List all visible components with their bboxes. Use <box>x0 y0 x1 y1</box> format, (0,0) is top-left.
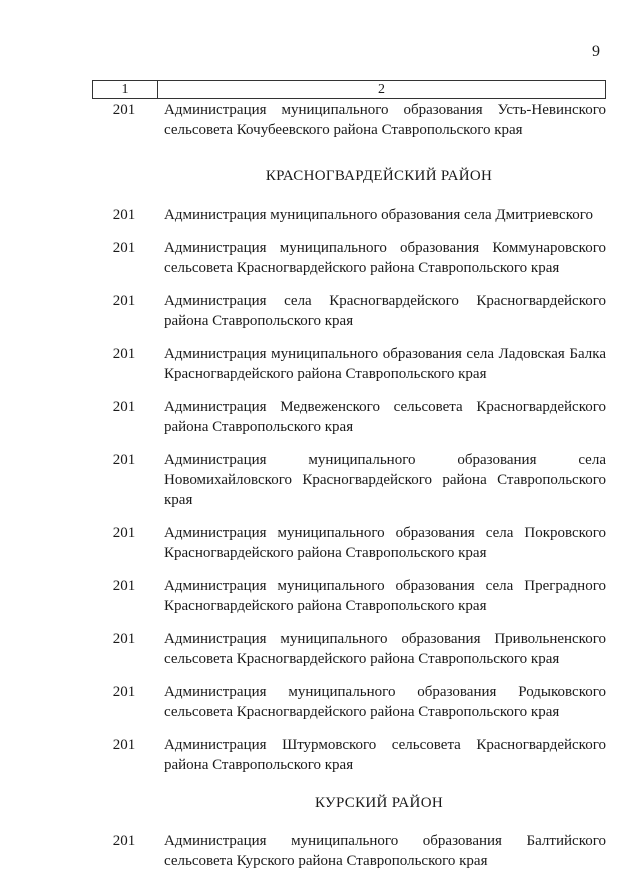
row-text: Администрация муниципального образования Балтийского сельсовета Курского района Ставропольского края <box>164 833 606 869</box>
table-row <box>92 831 606 871</box>
page-number: 9 <box>592 43 600 60</box>
row-text: Администрация Штурмовского сельсовета Красногвардейского района Ставропольского края <box>164 737 606 773</box>
table-row <box>92 397 606 437</box>
row-code: 201 <box>112 833 136 849</box>
table-row <box>92 205 606 225</box>
row-text: Администрация муниципального образования села Преградного Красногвардейского района Ставропольского края <box>164 578 606 614</box>
row-code: 201 <box>112 578 136 594</box>
row-code: 201 <box>112 293 136 309</box>
table-row <box>92 450 606 510</box>
table-row <box>92 735 606 775</box>
row-text: Администрация муниципального образования Привольненского сельсовета Красногвардейского района Ставропольского края <box>164 631 606 667</box>
row-code: 201 <box>112 399 136 415</box>
table-row <box>92 291 606 331</box>
row-text: Администрация муниципального образования Коммунаровского сельсовета Красногвардейского района Ставропольского края <box>164 240 606 276</box>
row-text: Администрация Медвеженского сельсовета Красногвардейского района Ставропольского края <box>164 399 606 435</box>
row-code: 201 <box>112 240 136 256</box>
document-body <box>92 80 606 871</box>
table-row <box>92 344 606 384</box>
row-code: 201 <box>112 207 136 223</box>
row-code: 201 <box>112 102 136 118</box>
table-row <box>92 682 606 722</box>
row-code: 201 <box>112 631 136 647</box>
table-row <box>92 629 606 669</box>
row-text: Администрация муниципального образования села Дмитриевского <box>164 207 593 223</box>
section-title-kursky: КУРСКИЙ РАЙОН <box>315 795 443 811</box>
row-code: 201 <box>112 525 136 541</box>
row-text: Администрация села Красногвардейского Красногвардейского района Ставропольского края <box>164 293 606 329</box>
row-code: 201 <box>112 346 136 362</box>
row-code: 201 <box>112 684 136 700</box>
column-header-1: 1 <box>93 81 158 98</box>
section-title-krasnogvardeysky: КРАСНОГВАРДЕЙСКИЙ РАЙОН <box>265 168 493 184</box>
row-text: Администрация муниципального образования Усть-Невинского сельсовета Кочубеевского района Ставропольского края <box>164 102 606 138</box>
row-code: 201 <box>112 737 136 753</box>
table-column-header <box>92 80 606 99</box>
column-header-2: 2 <box>378 82 385 97</box>
table-row <box>92 238 606 278</box>
row-text: Администрация муниципального образования села Новомихайловского Красногвардейского района Ставропольского края <box>164 452 606 508</box>
row-text: Администрация муниципального образования села Покровского Красногвардейского района Ставропольского края <box>164 525 606 561</box>
row-code: 201 <box>112 452 136 468</box>
row-text: Администрация муниципального образования села Ладовская Балка Красногвардейского района Ставропольского края <box>164 346 606 382</box>
table-row <box>92 576 606 616</box>
table-row <box>92 523 606 563</box>
row-text: Администрация муниципального образования Родыковского сельсовета Красногвардейского района Ставропольского края <box>164 684 606 720</box>
table-row <box>92 100 606 140</box>
